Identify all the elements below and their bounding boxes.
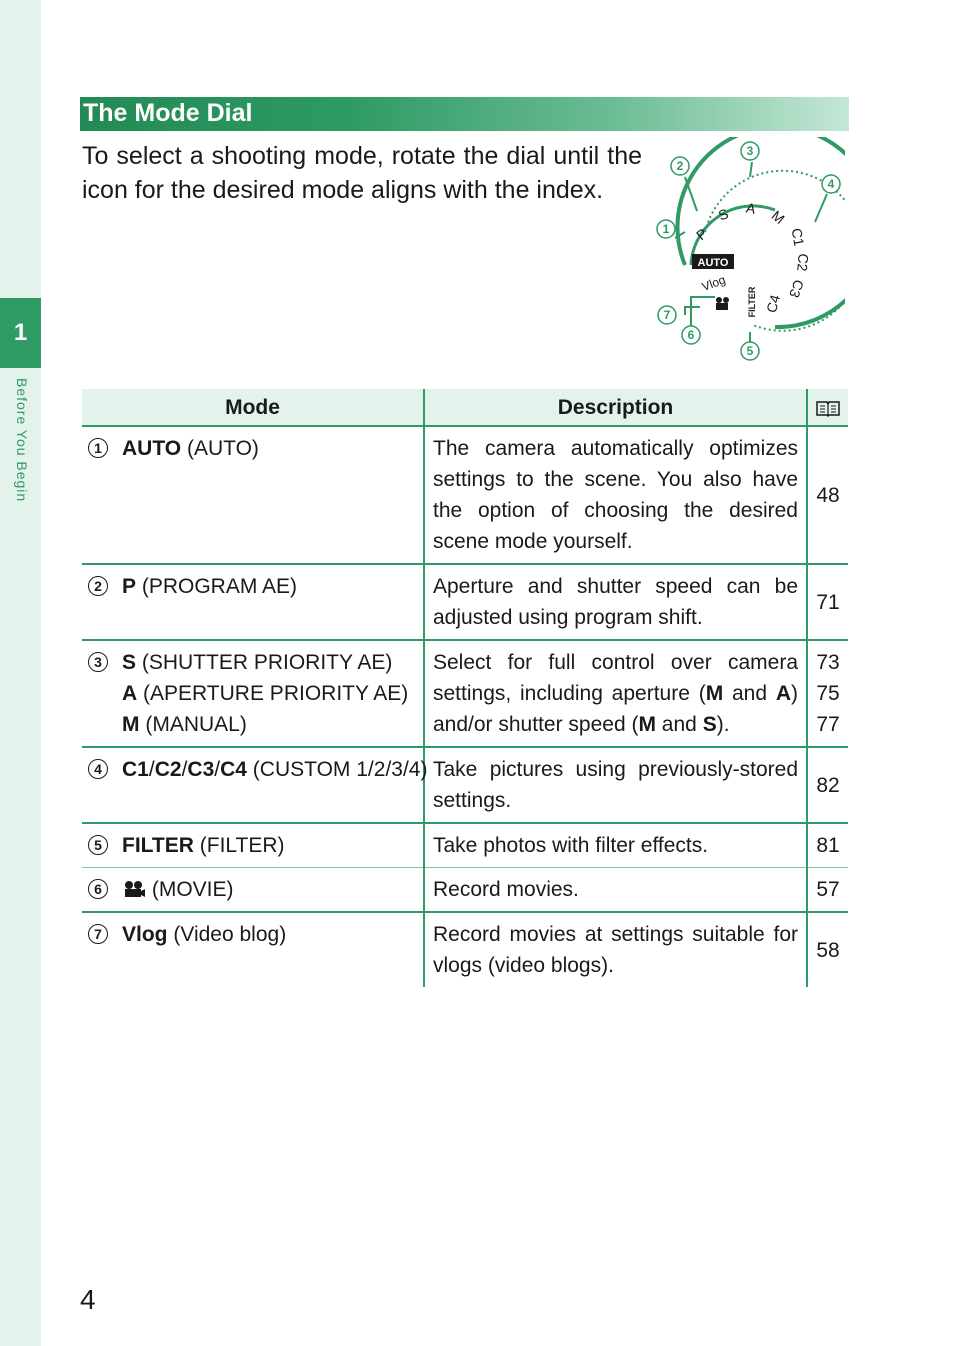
table-row: 5 FILTER (FILTER) Take photos with filter effects. 81	[82, 823, 848, 868]
chapter-number: 1	[13, 319, 28, 346]
svg-text:M: M	[768, 207, 788, 228]
table-row: 6 (MOVIE) Record movies. 57	[82, 868, 848, 913]
header-description: Description	[424, 389, 807, 426]
movie-camera-icon	[716, 297, 729, 310]
chapter-tab[interactable]	[0, 298, 41, 368]
svg-text:AUTO: AUTO	[697, 257, 729, 269]
side-strip	[0, 0, 41, 1346]
svg-text:Vlog: Vlog	[699, 272, 728, 294]
callout-3	[741, 142, 759, 160]
svg-text:4: 4	[827, 177, 835, 191]
svg-text:C1: C1	[788, 226, 808, 248]
row-number: 7	[88, 924, 108, 944]
row-page: 57	[807, 868, 848, 913]
svg-text:5: 5	[746, 344, 754, 358]
svg-text:1: 1	[662, 222, 670, 236]
row-description: Take photos with filter effects.	[424, 823, 807, 868]
mode-dial-diagram	[645, 137, 845, 367]
svg-text:C4: C4	[763, 292, 784, 315]
intro-text: To select a shooting mode, rotate the dial until the icon for the desired mode aligns with the index.	[82, 142, 642, 204]
row-page: 58	[807, 912, 848, 987]
table-row: 3 S (SHUTTER PRIORITY AE) A (APERTURE PRIORITY AE) M (MANUAL) Select for full control over camera settings, including aperture (M and A) and/or shutter speed (M and S). 73 75 77	[82, 640, 848, 747]
table-row: 1 AUTO (AUTO) The camera automatically optimizes settings to the scene. You also have the option of choosing the desired scene mode yourself. 48	[82, 426, 848, 564]
book-icon	[815, 399, 841, 417]
callout-1	[657, 220, 675, 238]
header-page	[807, 389, 848, 426]
svg-text:FILTER: FILTER	[747, 286, 757, 318]
section-title: The Mode Dial	[83, 99, 253, 127]
row-number: 4	[88, 759, 108, 779]
page-number: 4	[80, 1284, 96, 1315]
movie-camera-icon	[122, 880, 146, 898]
callout-5	[741, 342, 759, 360]
svg-text:C2: C2	[794, 252, 812, 273]
row-page: 73 75 77	[807, 640, 848, 747]
row-description: The camera automatically optimizes settings to the scene. You also have the option of choosing the desired scene mode yourself.	[424, 426, 807, 564]
row-description: Record movies.	[424, 868, 807, 913]
row-page: 82	[807, 747, 848, 823]
callout-7	[658, 306, 676, 324]
chapter-label: Before You Begin	[14, 378, 30, 503]
svg-text:6: 6	[687, 328, 695, 342]
table-row: 2 P (PROGRAM AE) Aperture and shutter speed can be adjusted using program shift. 71	[82, 564, 848, 640]
section-header	[80, 97, 849, 131]
modes-table	[82, 389, 848, 987]
row-number: 3	[88, 652, 108, 672]
svg-text:7: 7	[663, 308, 671, 322]
table-row: 7 Vlog (Video blog) Record movies at settings suitable for vlogs (video blogs). 58	[82, 912, 848, 987]
row-description: Aperture and shutter speed can be adjusted using program shift.	[424, 564, 807, 640]
row-description: Take pictures using previously-stored settings.	[424, 747, 807, 823]
callout-2	[671, 157, 689, 175]
callout-6	[682, 326, 700, 344]
svg-text:3: 3	[746, 144, 754, 158]
table-row: 4 C1/C2/C3/C4 (CUSTOM 1/2/3/4) Take pictures using previously-stored settings. 82	[82, 747, 848, 823]
row-number: 1	[88, 438, 108, 458]
svg-text:P: P	[693, 225, 711, 244]
row-page: 71	[807, 564, 848, 640]
header-mode: Mode	[82, 389, 424, 426]
svg-text:A: A	[744, 199, 757, 217]
table-header	[82, 389, 848, 426]
svg-text:2: 2	[676, 159, 684, 173]
svg-text:C3: C3	[786, 277, 808, 300]
row-description: Record movies at settings suitable for vlogs (video blogs).	[424, 912, 807, 987]
row-page: 81	[807, 823, 848, 868]
row-number: 6	[88, 879, 108, 899]
row-number: 5	[88, 835, 108, 855]
row-page: 48	[807, 426, 848, 564]
row-number: 2	[88, 576, 108, 596]
svg-text:S: S	[716, 205, 731, 224]
row-description: Select for full control over camera settings, including aperture (M and A) and/or shutter speed (M and S).	[424, 640, 807, 747]
callout-4	[822, 175, 840, 193]
